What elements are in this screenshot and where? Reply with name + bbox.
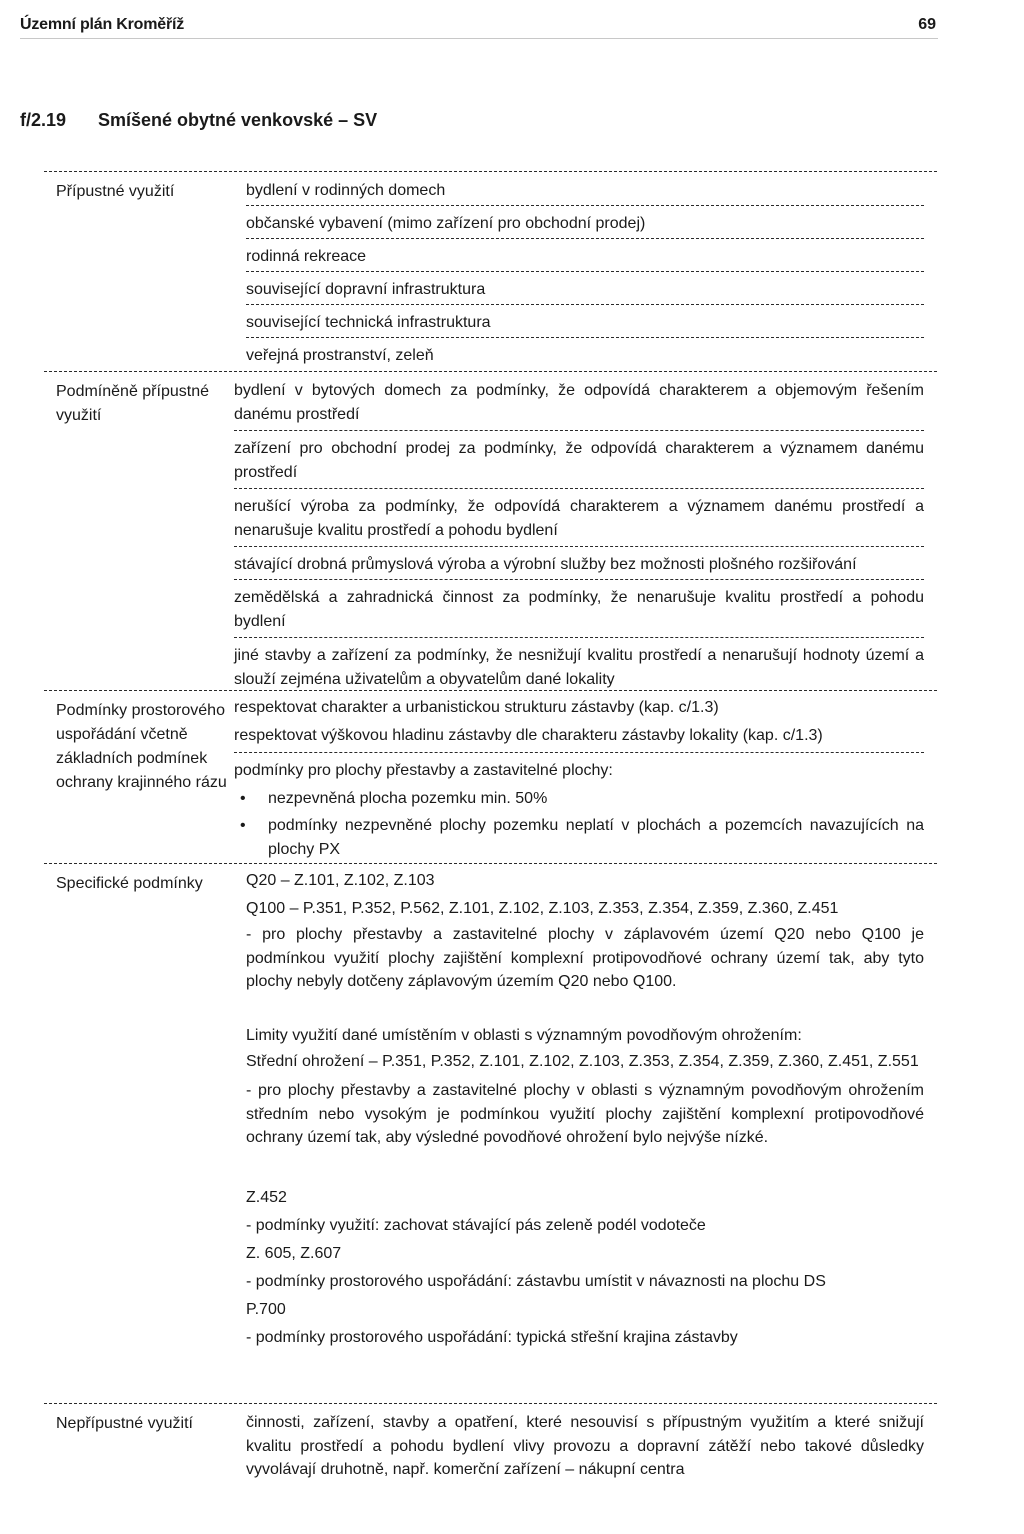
permitted-item: veřejná prostranství, zeleň [246, 337, 924, 370]
row-content [246, 172, 937, 371]
row-conditional-use [44, 371, 937, 690]
prohibited-text: činnosti, zařízení, stavby a opatření, které nesouvisí s přípustným využitím a které snižují kvalitu prostředí a pohodu bydlení vlivy provozu a dopravní zátěží nebo takové důsledky vyvolávají druhotně, např. komerční zařízení – nákupní centra [246, 1414, 924, 1478]
q20-areas: Q20 – Z.101, Z.102, Z.103 [246, 872, 435, 889]
specific-conditions [246, 864, 924, 1356]
row-label: Nepřípustné využití [56, 1415, 193, 1432]
spatial-bullets [234, 787, 924, 862]
conditional-item: zařízení pro obchodní prodej za podmínky, že odpovídá charakterem a významem danému prostředí [234, 430, 924, 488]
p700-text: - podmínky prostorového uspořádání: typická střešní krajina zástavby [246, 1328, 738, 1346]
row-content [234, 372, 937, 690]
spatial-intro: podmínky pro plochy přestavby a zastavitelné plochy: [234, 762, 613, 779]
limits-title: Limity využití dané umístěním v oblasti s významným povodňovým ohrožením: [246, 1026, 802, 1044]
medium-risk-areas: Střední ohrožení – P.351, P.352, Z.101, Z.102, Z.103, Z.353, Z.354, Z.359, Z.360, Z.451, Z.551 [246, 1052, 919, 1070]
permitted-item: související dopravní infrastruktura [246, 271, 924, 304]
permitted-item: související technická infrastruktura [246, 304, 924, 337]
spatial-general [234, 691, 924, 752]
bullet-item: • nezpevněná plocha pozemku min. 50% [234, 787, 924, 811]
land-use-table [44, 171, 937, 1484]
permitted-item: občanské vybavení (mimo zařízení pro obchodní prodej) [246, 205, 924, 238]
row-spatial-conditions [44, 690, 937, 863]
row-content [234, 691, 937, 863]
conditional-item: jiné stavby a zařízení za podmínky, že nesnižují kvalitu prostředí a nenarušují hodnoty území a slouží zejména uživatelům a obyvatelům dané lokality [234, 637, 924, 695]
spatial-line: respektovat charakter a urbanistickou strukturu zástavby (kap. c/1.3) [234, 699, 719, 716]
row-prohibited-use [44, 1403, 937, 1484]
risk-text: - pro plochy přestavby a zastavitelné plochy v oblasti s významným povodňovým ohrožením středním nebo vysokým je podmínkou využití plochy zajištění komplexní protipovodňové ochrany území tak, aby výsledné povodňové ohrožení bylo nejvýše nízké. [246, 1082, 924, 1146]
flood-zone-text: - pro plochy přestavby a zastavitelné plochy v záplavovém území Q20 nebo Q100 je podmínkou využití plochy zajištění komplexní protipovodňové ochrany území tak, aby tyto plochy nebyly dotčeny záplavovým územím Q20 nebo Q100. [246, 926, 924, 990]
row-label: Podmínky prostorového uspořádání včetně základních podmínek ochrany krajinného rázu [56, 702, 227, 791]
z605-text: - podmínky prostorového uspořádání: zástavbu umístit v návaznosti na plochu DS [246, 1272, 826, 1290]
permitted-item: bydlení v rodinných domech [246, 182, 446, 199]
conditional-item: zemědělská a zahradnická činnost za podmínky, že nenarušuje kvalitu prostředí a pohodu bydlení [234, 579, 924, 637]
row-specific-conditions [44, 863, 937, 1403]
bullet-icon: • [240, 789, 246, 807]
p700-label: P.700 [246, 1300, 286, 1318]
z605-label: Z. 605, Z.607 [246, 1244, 342, 1262]
bullet-item: • podmínky nezpevněné plochy pozemku neplatí v plochách a pozemcích navazujících na plochy PX [234, 814, 924, 861]
document-title: Územní plán Kroměříž [20, 16, 185, 33]
row-label: Přípustné využití [56, 183, 175, 200]
row-label: Podmíněně přípustné využití [56, 383, 209, 424]
conditional-item: bydlení v bytových domech za podmínky, že odpovídá charakterem a objemovým řešením danému prostředí [234, 382, 924, 423]
spatial-development [234, 752, 924, 865]
bullet-icon: • [240, 817, 246, 834]
row-content [246, 1404, 937, 1484]
page-header [20, 14, 938, 39]
row-content [246, 864, 937, 1403]
z452-label: Z.452 [246, 1188, 287, 1206]
spatial-line: respektovat výškovou hladinu zástavby dle charakteru zástavby lokality (kap. c/1.3) [234, 727, 823, 744]
section-heading [20, 110, 377, 131]
section-title: Smíšené obytné venkovské – SV [98, 110, 378, 130]
page-number: 69 [918, 16, 936, 33]
section-number: f/2.19 [20, 110, 67, 130]
permitted-item: rodinná rekreace [246, 238, 924, 271]
row-label: Specifické podmínky [56, 875, 203, 892]
conditional-item: stávající drobná průmyslová výroba a výrobní služby bez možnosti plošného rozšiřování [234, 546, 924, 579]
q100-areas: Q100 – P.351, P.352, P.562, Z.101, Z.102, Z.103, Z.353, Z.354, Z.359, Z.360, Z.451 [246, 900, 839, 917]
z452-text: - podmínky využití: zachovat stávající pás zeleně podél vodoteče [246, 1216, 706, 1234]
conditional-item: nerušící výroba za podmínky, že odpovídá charakterem a významem danému prostředí a nenarušuje kvalitu prostředí a pohodu bydlení [234, 488, 924, 546]
row-permitted-use [44, 171, 937, 371]
